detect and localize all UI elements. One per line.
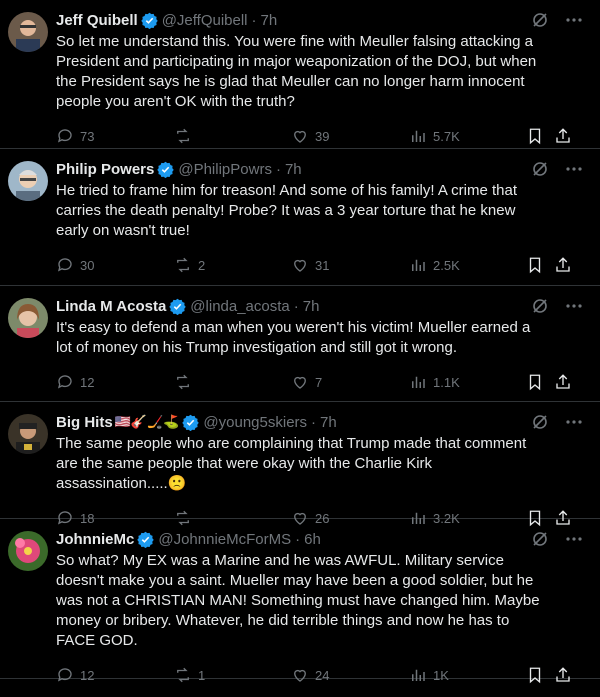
share-button[interactable] <box>554 127 572 145</box>
action-bar <box>56 655 584 697</box>
views-count: 2.5K <box>433 257 460 273</box>
tweet-header <box>56 527 584 551</box>
views-icon <box>409 127 427 145</box>
share-icon <box>554 127 572 145</box>
tweet[interactable] <box>0 286 600 402</box>
tweet-header <box>56 157 584 181</box>
views-count: 5.7K <box>433 128 460 144</box>
like-icon <box>291 256 309 274</box>
views-count: 1.1K <box>433 374 460 390</box>
author-name[interactable]: Jeff Quibell <box>56 11 138 29</box>
reply-icon <box>56 373 74 391</box>
grok-icon[interactable] <box>530 159 550 179</box>
repost-icon <box>174 127 192 145</box>
tweet-text: He tried to frame him for treason! And some of his family! A crime that carries the death penalty! Probe? It was a 3 year torture that he knew early on wasn't true! <box>56 182 518 239</box>
like-count: 31 <box>315 257 330 273</box>
verified-badge-icon <box>157 161 174 178</box>
repost-button[interactable] <box>174 373 198 391</box>
avatar[interactable] <box>8 161 48 201</box>
reply-count: 18 <box>80 510 95 526</box>
like-icon <box>291 373 309 391</box>
grok-icon[interactable] <box>530 412 550 432</box>
like-button[interactable] <box>291 256 329 274</box>
like-count: 24 <box>315 667 330 683</box>
grok-icon[interactable] <box>530 10 550 30</box>
views-button[interactable] <box>409 127 460 145</box>
tweet-text: So what? My EX was a Marine and he was AWFUL. Military service doesn't make you a saint. Mueller may have been a good soldier, but he was not a CHRISTIAN MAN! Something must have changed him. Maybe money or bribery. Whatever, he did terrible things and now he has to FACE GOD. <box>56 552 540 649</box>
more-icon[interactable] <box>564 159 584 179</box>
reply-count: 12 <box>80 667 95 683</box>
tweet[interactable] <box>0 0 600 149</box>
repost-button[interactable] <box>174 127 198 145</box>
timestamp[interactable]: 7h <box>260 11 278 29</box>
author-handle[interactable]: @PhilipPowrs <box>178 160 272 178</box>
tweet-header <box>56 294 584 318</box>
bookmark-icon <box>526 256 544 274</box>
tweet[interactable] <box>0 402 600 526</box>
share-button[interactable] <box>554 256 572 274</box>
name-emojis: 🇺🇸🎸🏒⛳ <box>114 414 180 429</box>
more-icon[interactable] <box>564 296 584 316</box>
like-button[interactable] <box>291 373 322 391</box>
author-name[interactable]: Linda M Acosta <box>56 297 167 315</box>
author-handle[interactable]: @linda_acosta <box>190 297 290 315</box>
separator: · <box>295 530 301 548</box>
separator: · <box>275 160 281 178</box>
verified-badge-icon <box>137 531 154 548</box>
reply-button[interactable] <box>56 127 94 145</box>
repost-button[interactable] <box>174 256 205 274</box>
repost-icon <box>174 373 192 391</box>
more-icon[interactable] <box>564 412 584 432</box>
tweet-header <box>56 8 584 32</box>
author-name[interactable]: Big Hits <box>56 413 113 431</box>
reply-icon <box>56 256 74 274</box>
tweet-header <box>56 410 584 434</box>
reply-button[interactable] <box>56 373 94 391</box>
separator: · <box>251 11 257 29</box>
bookmark-button[interactable] <box>526 127 544 145</box>
avatar[interactable] <box>8 531 48 571</box>
bookmark-button[interactable] <box>526 373 544 391</box>
verified-badge-icon <box>141 12 158 29</box>
author-handle[interactable]: @JohnnieMcForMS <box>158 530 292 548</box>
repost-icon <box>174 256 192 274</box>
views-icon <box>409 373 427 391</box>
views-count: 3.2K <box>433 510 460 526</box>
share-icon <box>554 256 572 274</box>
like-icon <box>291 127 309 145</box>
views-count: 1K <box>433 667 449 683</box>
like-count: 26 <box>315 510 330 526</box>
timestamp[interactable]: 7h <box>284 160 302 178</box>
grok-icon[interactable] <box>530 529 550 549</box>
author-handle[interactable]: @JeffQuibell <box>161 11 248 29</box>
timestamp[interactable]: 6h <box>304 530 321 548</box>
reply-count: 73 <box>80 128 95 144</box>
views-icon <box>409 256 427 274</box>
avatar[interactable] <box>8 12 48 52</box>
like-count: 7 <box>315 374 323 390</box>
reply-icon <box>56 127 74 145</box>
author-name[interactable]: Philip Powers <box>56 160 155 178</box>
more-icon[interactable] <box>564 529 584 549</box>
action-bar <box>56 245 584 287</box>
share-icon <box>554 373 572 391</box>
share-button[interactable] <box>554 373 572 391</box>
like-count: 39 <box>315 128 330 144</box>
views-button[interactable] <box>409 256 460 274</box>
verified-badge-icon <box>169 298 186 315</box>
tweet-text: So let me understand this. You were fine with Meuller falsing attacking a President and participating in major weaponization of the DOJ, but when the President says he is glad that Meuller can no longer harm innocent people you aren't OK with the truth? <box>56 33 537 110</box>
repost-count: 1 <box>198 667 206 683</box>
views-button[interactable] <box>409 373 460 391</box>
tweet[interactable] <box>0 149 600 286</box>
like-button[interactable] <box>291 127 329 145</box>
verified-badge-icon <box>182 414 199 431</box>
timestamp[interactable]: 7h <box>320 413 337 431</box>
reply-count: 30 <box>80 257 95 273</box>
reply-count: 12 <box>80 374 95 390</box>
author-handle[interactable]: @young5skiers <box>203 413 308 431</box>
separator: · <box>311 413 317 431</box>
grok-icon[interactable] <box>530 296 550 316</box>
bookmark-button[interactable] <box>526 256 544 274</box>
author-name[interactable]: JohnnieMc <box>56 530 135 548</box>
bookmark-icon <box>526 127 544 145</box>
action-bar <box>56 362 584 404</box>
timestamp[interactable]: 7h <box>302 297 320 315</box>
avatar[interactable] <box>8 298 48 338</box>
tweet-text: It's easy to defend a man when you weren't his victim! Mueller earned a lot of money on his Trump investigation and still got it wrong. <box>56 319 531 356</box>
bookmark-icon <box>526 373 544 391</box>
reply-button[interactable] <box>56 256 94 274</box>
tweet-text: The same people who are complaining that Trump made that comment are the same people that were okay with the Charlie Kirk assassination.....🙁 <box>56 435 527 492</box>
avatar[interactable] <box>8 414 48 454</box>
more-icon[interactable] <box>564 10 584 30</box>
repost-count: 2 <box>198 257 206 273</box>
separator: · <box>293 297 299 315</box>
tweet[interactable] <box>0 519 600 683</box>
